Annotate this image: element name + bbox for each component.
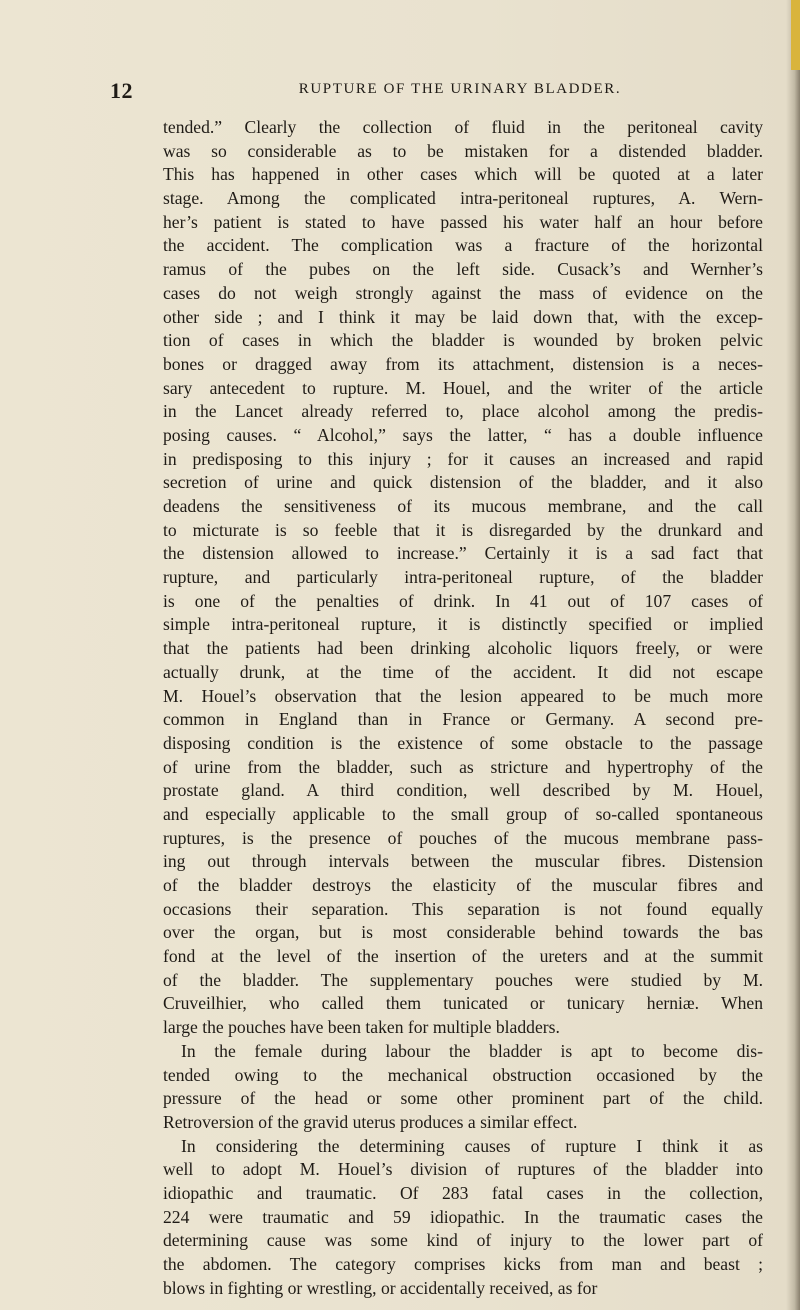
text-line: is one of the penalties of drink. In 41 out of 107 cases of xyxy=(163,590,763,611)
text-line: posing causes. “ Alcohol,” says the latter, “ has a double influence xyxy=(163,424,763,445)
text-line: idiopathic and traumatic. Of 283 fatal cases in the collection, xyxy=(163,1182,763,1203)
text-line: determining cause was some kind of injury to the lower part of xyxy=(163,1230,763,1251)
text-line: Retroversion of the gravid uterus produces a similar effect. xyxy=(163,1111,578,1132)
text-line: well to adopt M. Houel’s division of ruptures of the bladder into xyxy=(163,1159,763,1180)
text-line: pressure of the head or some other prominent part of the child. xyxy=(163,1088,763,1109)
text-line: Cruveilhier, who called them tunicated or tunicary herniæ. When xyxy=(163,993,763,1014)
text-line: other side ; and I think it may be laid down that, with the excep- xyxy=(163,306,763,327)
text-line: bones or dragged away from its attachment, distension is a neces- xyxy=(163,353,763,374)
text-line: tended owing to the mechanical obstruction occasioned by the xyxy=(163,1064,763,1085)
text-line: 224 were traumatic and 59 idiopathic. In the traumatic cases the xyxy=(163,1206,763,1227)
text-line: sary antecedent to rupture. M. Houel, and the writer of the article xyxy=(163,377,763,398)
running-head xyxy=(110,78,730,108)
body-text xyxy=(163,116,763,1300)
text-line: This has happened in other cases which will be quoted at a later xyxy=(163,164,763,185)
text-line: the abdomen. The category comprises kicks from man and beast ; xyxy=(163,1254,763,1274)
text-line: was so considerable as to be mistaken for a distended bladder. xyxy=(163,140,763,161)
text-line: of urine from the bladder, such as stricture and hypertrophy of the xyxy=(163,756,763,777)
text-line: blows in fighting or wrestling, or accidentally received, as for xyxy=(163,1277,598,1298)
page-edge-tab xyxy=(791,0,800,70)
text-line: ramus of the pubes on the left side. Cusack’s and Wernher’s xyxy=(163,259,763,280)
text-line: deadens the sensitiveness of its mucous membrane, and the call xyxy=(163,496,763,516)
text-line: in the Lancet already referred to, place alcohol among the predis- xyxy=(163,401,763,422)
text-line: the distension allowed to increase.” Certainly it is a sad fact that xyxy=(163,543,763,564)
text-line: the accident. The complication was a fracture of the horizontal xyxy=(163,235,763,256)
text-line: large the pouches have been taken for multiple bladders. xyxy=(163,1017,560,1038)
text-line: In considering the determining causes of rupture I think it as xyxy=(181,1135,763,1156)
text-line: actually drunk, at the time of the accident. It did not escape xyxy=(163,661,763,682)
text-line: fond at the level of the insertion of the ureters and at the summit xyxy=(163,946,763,967)
text-line: rupture, and particularly intra-peritoneal rupture, of the bladder xyxy=(163,567,763,588)
text-line: cases do not weigh strongly against the mass of evidence on the xyxy=(163,282,763,303)
text-line: tended.” Clearly the collection of fluid in the peritoneal cavity xyxy=(163,117,763,137)
text-line: simple intra-peritoneal rupture, it is distinctly specified or implied xyxy=(163,614,763,635)
text-line: of the bladder. The supplementary pouches were studied by M. xyxy=(163,969,763,990)
text-line: ing out through intervals between the muscular fibres. Distension xyxy=(163,851,763,872)
running-title: RUPTURE OF THE URINARY BLADDER. xyxy=(298,81,622,97)
text-line: occasions their separation. This separation is not found equally xyxy=(163,898,763,919)
text-line: secretion of urine and quick distension of the bladder, and it also xyxy=(163,472,763,493)
page-edge-shadow xyxy=(786,0,800,1310)
text-line: and especially applicable to the small group of so-called spontaneous xyxy=(163,803,763,824)
text-line: common in England than in France or Germany. A second pre- xyxy=(163,709,763,730)
text-line: her’s patient is stated to have passed his water half an hour before xyxy=(163,211,763,232)
text-line: over the organ, but is most considerable behind towards the bas xyxy=(163,922,763,943)
text-line: tion of cases in which the bladder is wounded by broken pelvic xyxy=(163,330,763,351)
text-line: In the female during labour the bladder is apt to become dis- xyxy=(181,1040,763,1061)
text-line: prostate gland. A third condition, well described by M. Houel, xyxy=(163,780,763,801)
text-line: stage. Among the complicated intra-peritoneal ruptures, A. Wern- xyxy=(163,188,763,209)
text-line: that the patients had been drinking alcoholic liquors freely, or were xyxy=(163,638,763,659)
text-line: to micturate is so feeble that it is disregarded by the drunkard and xyxy=(163,519,763,540)
page-number: 12 xyxy=(110,78,133,103)
text-line: disposing condition is the existence of some obstacle to the passage xyxy=(163,732,763,753)
text-line: in predisposing to this injury ; for it causes an increased and rapid xyxy=(163,448,763,469)
text-line: M. Houel’s observation that the lesion appeared to be much more xyxy=(163,685,763,706)
text-line: ruptures, is the presence of pouches of the mucous membrane pass- xyxy=(163,827,763,848)
text-line: of the bladder destroys the elasticity of the muscular fibres and xyxy=(163,875,763,895)
